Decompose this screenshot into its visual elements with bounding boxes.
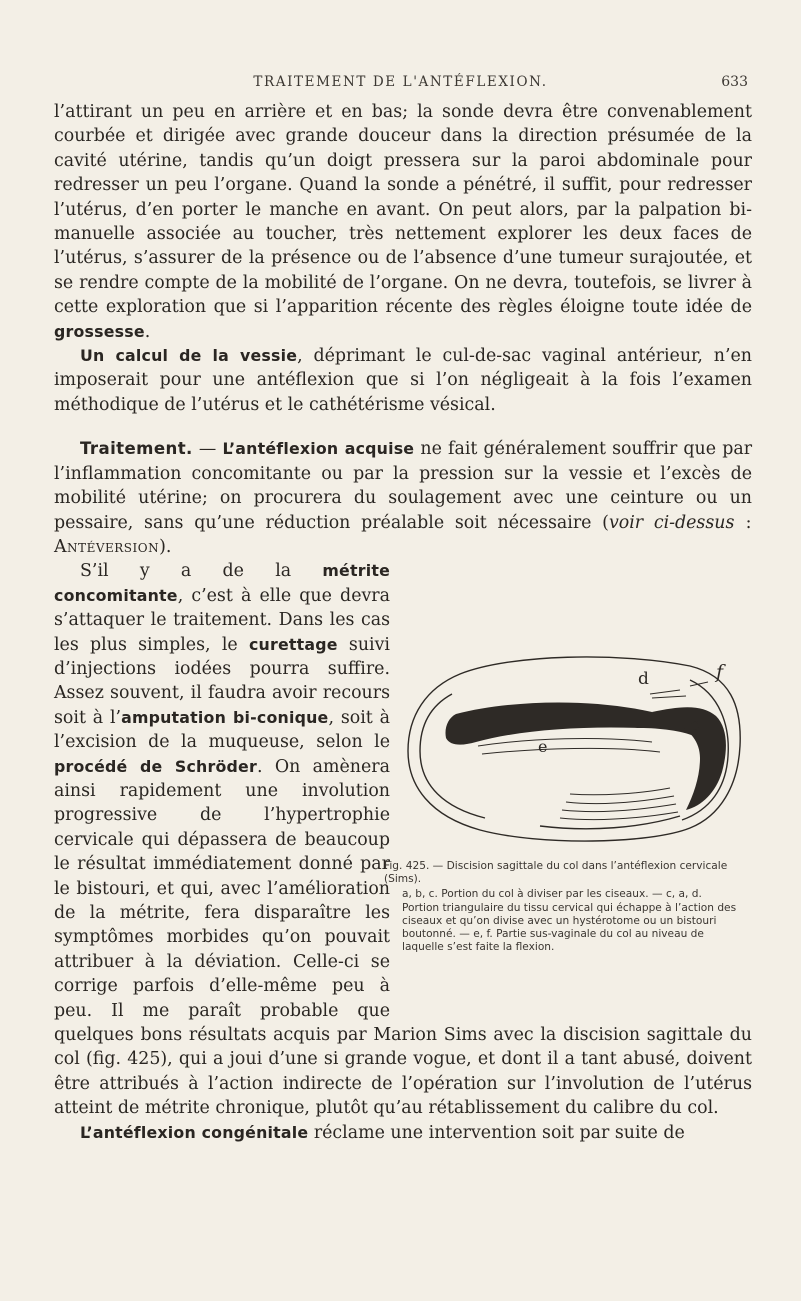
bold-term-congenitale: L’antéflexion congénitale <box>80 1122 309 1142</box>
paragraph-congenitale <box>54 1121 752 1145</box>
cross-reference: : Antéversion <box>54 512 753 557</box>
uterus-illustration <box>390 646 750 856</box>
bold-term-acquise: L’antéflexion acquise <box>222 439 415 459</box>
bold-term-schroder: procédé de Schröder <box>54 756 257 776</box>
bold-term-amputation: amputation bi-conique <box>121 707 329 727</box>
figure-label-d: d <box>638 669 649 689</box>
paragraph-text: S’il y a de la <box>80 561 323 582</box>
page-header <box>0 74 801 96</box>
bold-term-metrite: métrite concomitante <box>54 561 390 605</box>
paragraph-text: suivi d’injections iodées pourra suffire. Assez souvent, il faudra avoir recours soit à l’ <box>54 634 390 728</box>
figure-label-f: f <box>716 661 724 683</box>
bold-term-calcul: Un calcul de la vessie <box>80 346 298 366</box>
paragraph-text: . On amènera ainsi rapidement une involution progressive de l’hypertrophie cervicale qui dépassera de beaucoup le résultat immédiatement donné par le bistouri, et qui, avec l’amélioration de la métrite, fera disparaître les symptômes morbides qu’on pouvait attribuer à la déviation. Celle-ci se corrige parfois d’elle-même peu à peu. Il me paraît probable que quelques bons résultats acquis par Marion Sims avec la discision sagittale du col (fig. 425), qui a joui d’une si grande vogue, et dont il a tant abusé, doivent être attribués à l’action indirecte de l’opération sur l’involution de l’utérus atteint de métrite chronique, plutôt qu’au rétablissement du calibre du col. <box>54 756 752 1119</box>
paragraph-text: , soit à l’excision de la muqueuse, selon le <box>54 707 390 753</box>
paragraph-text-end: ). <box>159 536 172 557</box>
figure-label-c: c <box>690 715 700 735</box>
paragraph-traitement <box>54 437 752 559</box>
figure-label-e: e <box>538 737 548 756</box>
paragraph-text-end: . <box>144 321 151 342</box>
section-heading: Traitement. <box>80 439 193 459</box>
running-title: TRAITEMENT DE L'ANTÉFLEXION. <box>253 74 548 90</box>
heading-dash: — <box>192 439 223 460</box>
caption-body: a, b, c. Portion du col à diviser par les ciseaux. — c, a, d. Portion triangulaire du tissu cervical qui échappe à l’action des ciseaux et qu’on divise avec un hystérotome ou un bistouri boutonné. — e, f. Partie sus-vaginale du col au niveau de laquelle s’est faite la flexion. <box>402 888 737 954</box>
paragraph-calcul <box>54 344 752 417</box>
paragraph-text: l’attirant un peu en arrière et en bas; la sonde devra être convenablement courbée et dirigée avec grande douceur dans la direction présumée de la cavité utérine, tandis qu’un doigt pressera sur la paroi abdominale pour redresser un peu l’organe. Quand la sonde a pénétré, il suffit, pour redresser l’utérus, d’en porter le manche en avant. On peut alors, par la palpation bi-manuelle associée au toucher, très nettement explorer les deux faces de l’utérus, s’assurer de la présence ou de l’absence d’une tumeur surajoutée, et se rendre compte de la mobilité de l’organe. On ne devra, toutefois, se livrer à cette exploration que si l’apparition récente des règles éloigne toute idée de <box>54 102 752 318</box>
paragraph-text: ne fait généralement souffrir que par l’inflammation concomitante ou par la pression sur la vessie et l’excès de mobilité utérine; on procurera du soulagement avec une ceinture ou un pessaire, sans qu’une réduction préalable soit nécessaire ( <box>54 439 753 533</box>
figure-425 <box>382 646 762 1026</box>
paragraph-text: réclame une intervention soit par suite de <box>308 1122 685 1143</box>
caption-title: Fig. 425. — Discision sagittale du col dans l’antéflexion cervicale (Sims). <box>384 860 728 886</box>
figure-caption <box>384 860 740 954</box>
bold-term-grossesse: grossesse <box>54 321 145 341</box>
page-number: 633 <box>721 74 748 90</box>
paragraph-exam <box>54 100 752 344</box>
italic-reference: voir ci-dessus <box>608 512 735 533</box>
paragraph-text: , c’est à elle que devra s’attaquer le traitement. Dans les cas les plus simples, le <box>54 585 390 655</box>
paragraph-text: , déprimant le cul-de-sac vaginal antérieur, n’en imposerait pour une antéflexion que si l’on négligeait à la fois l’examen méthodique de l’utérus et le cathétérisme vésical. <box>54 346 752 415</box>
bold-term-curettage: curettage <box>248 634 338 654</box>
